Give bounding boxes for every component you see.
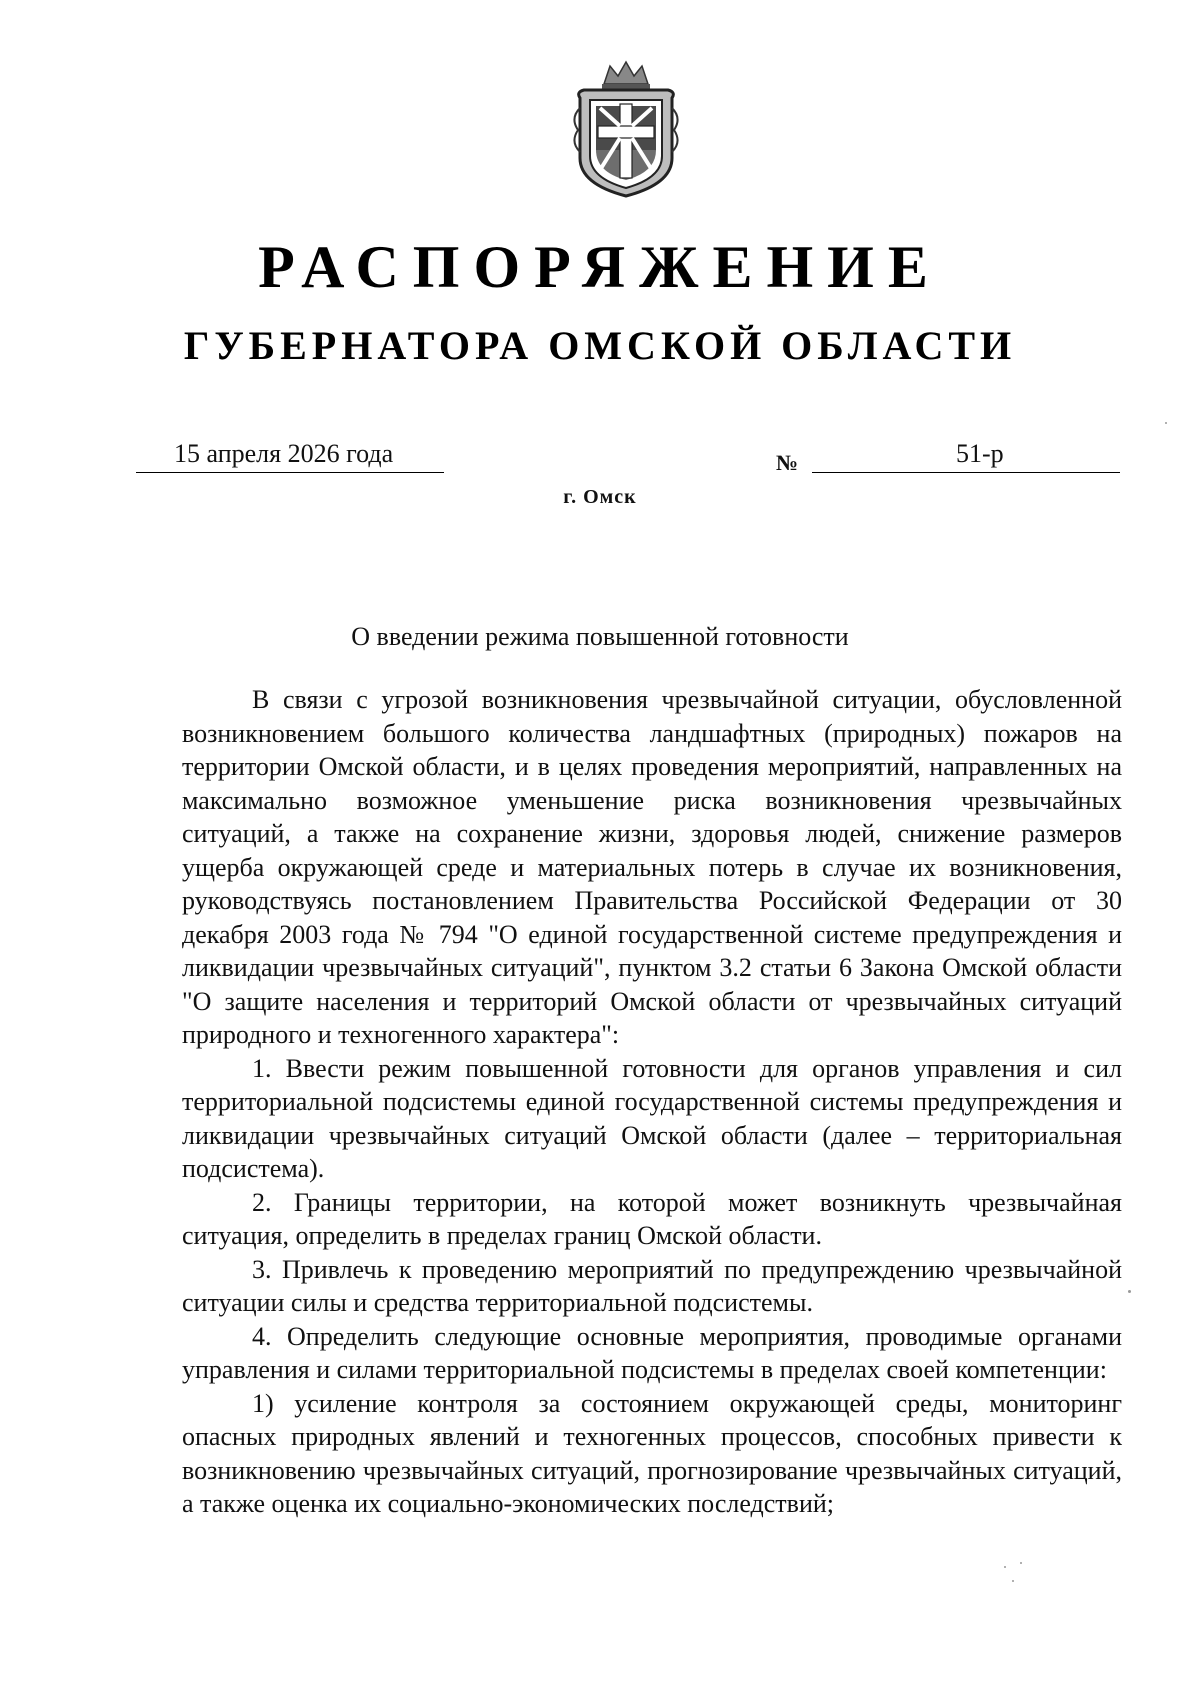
number-field xyxy=(812,440,1120,473)
clause-paragraph: 4. Определить следующие основные мероприятия, проводимые органами управления и силами территориальной подсистемы в пределах своей компетенции: xyxy=(182,1321,1122,1384)
scan-speck xyxy=(1020,1562,1022,1564)
clause-paragraph: 3. Привлечь к проведению мероприятий по предупреждению чрезвычайной ситуации силы и средства территориальной подсистемы. xyxy=(182,1254,1122,1317)
document-number: 51-р xyxy=(956,439,1004,468)
preamble-paragraph: В связи с угрозой возникновения чрезвычайной ситуации, обусловленной возникновением большого количества ландшафтных (природных) пожаров на территории Омской области, и в целях проведения мероприятий, направленных на максимально возможное уменьшение риска возникновения чрезвычайных ситуаций, а также на сохранение жизни, здоровья людей, снижение размеров ущерба окружающей среде и материальных потерь в случае их возникновения, руководствуясь постановлением Правительства Российской Федерации от 30 декабря 2003 года № 794 "О единой государственной системе предупреждения и ликвидации чрезвычайных ситуаций", пунктом 3.2 статьи 6 Закона Омской области "О защите населения и территорий Омской области от чрезвычайных ситуаций природного и техногенного характера": xyxy=(182,685,1122,1049)
document-date: 15 апреля 2026 года xyxy=(174,439,394,468)
issuer-title: ГУБЕРНАТОРА ОМСКОЙ ОБЛАСТИ xyxy=(183,323,1017,368)
subclause-paragraph: 1) усиление контроля за состоянием окружающей среды, мониторинг опасных природных явлений и техногенных процессов, способных привести к возникновению чрезвычайных ситуаций, прогнозирование чрезвычайных ситуаций, а также оценка их социально-экономических последствий; xyxy=(182,1388,1122,1518)
scan-speck xyxy=(1165,422,1167,424)
clause-paragraph: 1. Ввести режим повышенной готовности для органов управления и сил территориальной подсистемы единой государственной системы предупреждения и ликвидации чрезвычайных ситуаций Омской области (далее – территориальная подсистема). xyxy=(182,1053,1122,1183)
omsk-coat-of-arms-icon xyxy=(566,58,686,198)
scan-speck xyxy=(1128,1290,1131,1293)
date-field xyxy=(136,440,444,473)
number-sign: № xyxy=(776,450,799,475)
city-label: г. Омск xyxy=(563,486,637,508)
clause-paragraph: 2. Границы территории, на которой может возникнуть чрезвычайная ситуация, определить в пределах границ Омской области. xyxy=(182,1187,1122,1250)
document-type-title: РАСПОРЯЖЕНИЕ xyxy=(258,234,942,300)
document-heading: О введении режима повышенной готовности xyxy=(351,622,849,651)
document-body xyxy=(182,683,1122,1521)
scan-speck xyxy=(1012,1580,1014,1582)
scan-speck xyxy=(1004,1566,1006,1568)
